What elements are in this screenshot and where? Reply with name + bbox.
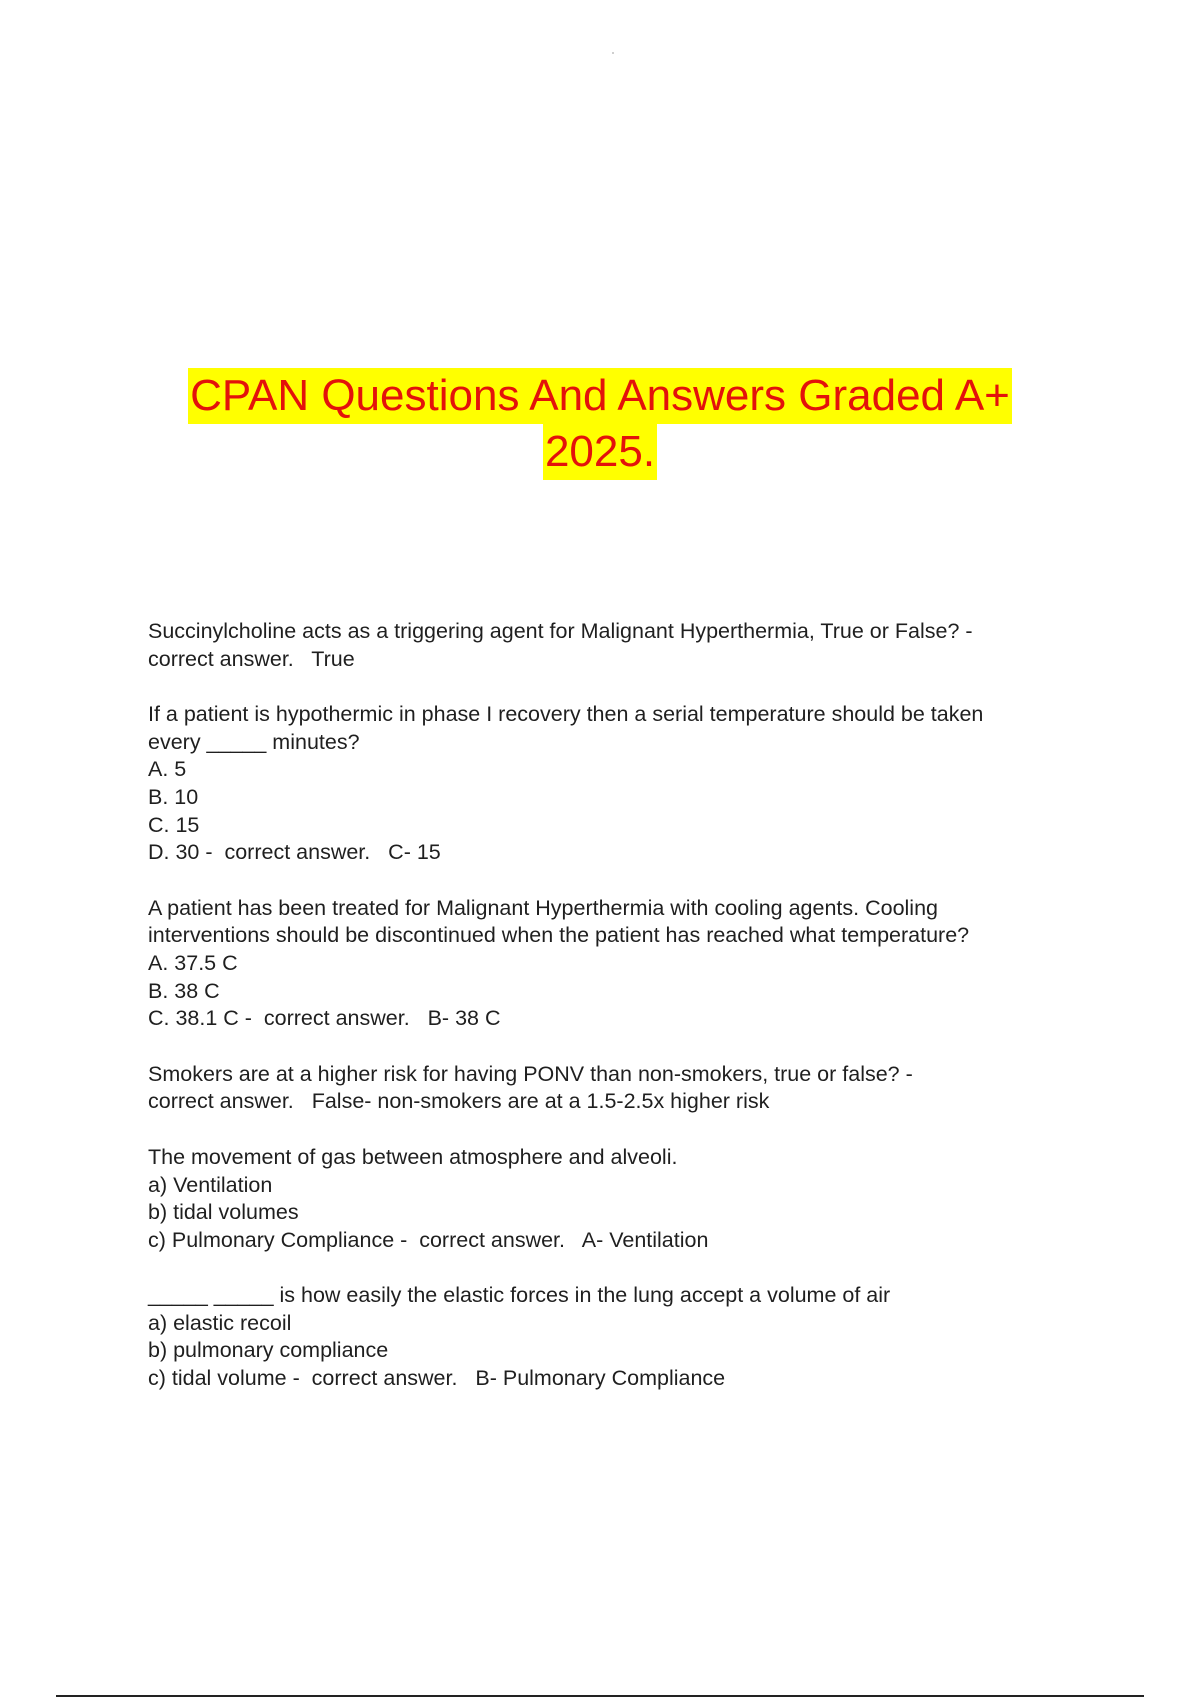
scan-speck: [612, 52, 614, 54]
qa-line: b) tidal volumes: [148, 1200, 299, 1225]
title-line-2: 2025.: [543, 424, 657, 480]
document-title: [0, 368, 1200, 480]
qa-line: B. 38 C: [148, 978, 220, 1003]
qa-line: correct answer. False- non-smokers are at a 1.5-2.5x higher risk: [148, 1089, 770, 1114]
qa-item: [148, 1061, 1088, 1116]
qa-line: A. 37.5 C: [148, 950, 238, 975]
qa-line: A patient has been treated for Malignant Hyperthermia with cooling agents. Cooling: [148, 895, 938, 920]
qa-item: [148, 701, 1088, 867]
qa-line: c) tidal volume - correct answer. B- Pulmonary Compliance: [148, 1366, 726, 1391]
qa-line: If a patient is hypothermic in phase I recovery then a serial temperature should be taken: [148, 702, 984, 727]
qa-line: B. 10: [148, 784, 199, 809]
qa-list: [148, 618, 1088, 1421]
qa-item: [148, 1144, 1088, 1254]
qa-line: The movement of gas between atmosphere and alveoli.: [148, 1144, 678, 1169]
page-bottom-rule: [56, 1695, 1144, 1697]
qa-line: every _____ minutes?: [148, 729, 360, 754]
qa-line: b) pulmonary compliance: [148, 1338, 389, 1363]
qa-line: a) elastic recoil: [148, 1310, 292, 1335]
qa-line: a) Ventilation: [148, 1172, 273, 1197]
qa-line: correct answer. True: [148, 646, 355, 671]
qa-line: C. 15: [148, 812, 200, 837]
qa-line: Smokers are at a higher risk for having PONV than non-smokers, true or false? -: [148, 1061, 913, 1086]
qa-item: [148, 895, 1088, 1033]
qa-line: A. 5: [148, 757, 187, 782]
qa-item: [148, 1282, 1088, 1392]
qa-item: [148, 618, 1088, 673]
qa-line: _____ _____ is how easily the elastic forces in the lung accept a volume of air: [148, 1283, 891, 1308]
qa-line: Succinylcholine acts as a triggering agent for Malignant Hyperthermia, True or False? -: [148, 619, 973, 643]
qa-line: D. 30 - correct answer. C- 15: [148, 840, 441, 865]
title-line-1: CPAN Questions And Answers Graded A+: [188, 368, 1012, 424]
qa-line: interventions should be discontinued when the patient has reached what temperature?: [148, 923, 970, 948]
qa-line: C. 38.1 C - correct answer. B- 38 C: [148, 1006, 501, 1031]
qa-line: c) Pulmonary Compliance - correct answer. A- Ventilation: [148, 1227, 709, 1252]
